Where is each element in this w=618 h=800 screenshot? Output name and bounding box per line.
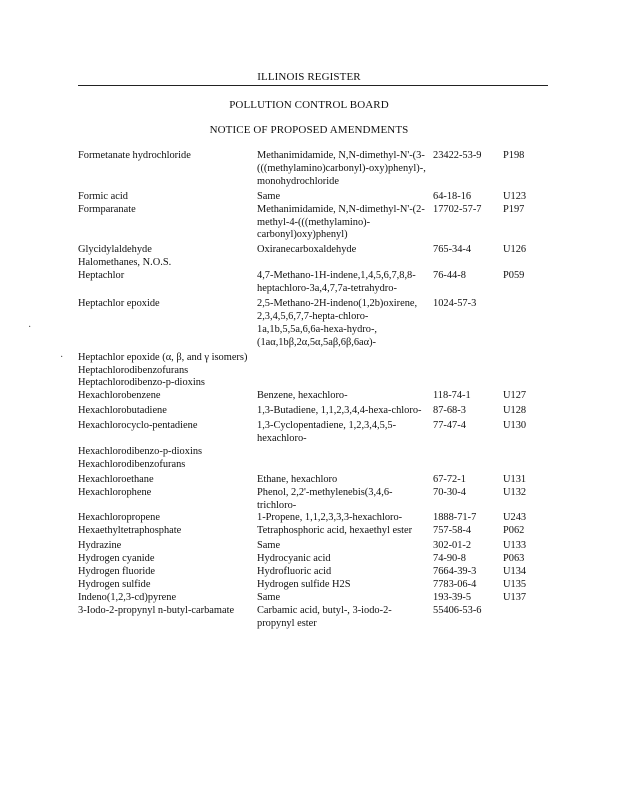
substance-name: Heptachlor epoxide (78, 297, 160, 309)
cas-number: 87-68-3 (433, 405, 466, 417)
waste-code: P059 (503, 270, 525, 282)
cas-number: 118-74-1 (433, 390, 471, 402)
cas-number (433, 365, 503, 378)
synonym: 1,3-Cyclopentadiene, 1,2,3,4,5,5-hexachloro- (257, 420, 397, 445)
waste-code: P062 (503, 525, 525, 537)
waste-code: U243 (503, 512, 527, 524)
substance-name: Hydrogen fluoride (78, 566, 156, 578)
synonym: Same (257, 540, 281, 552)
waste-code (503, 605, 543, 631)
waste-code: U127 (503, 390, 527, 402)
synonym: Hydrocyanic acid (257, 553, 331, 565)
register-title: ILLINOIS REGISTER (257, 71, 361, 83)
waste-code: U133 (503, 540, 527, 552)
waste-code: U123 (503, 190, 527, 202)
table-row (78, 270, 558, 296)
cas-number: 74-90-8 (433, 553, 466, 565)
table-row (78, 592, 558, 605)
cas-number: 765-34-4 (433, 244, 472, 256)
synonym: Tetraphosphoric acid, hexaethyl ester (257, 525, 413, 537)
cas-number: 67-72-1 (433, 473, 466, 485)
waste-code: P198 (503, 150, 525, 161)
table-row (78, 298, 558, 350)
table-row (78, 566, 558, 579)
cas-number (433, 352, 503, 365)
substance-name: Indeno(1,2,3-cd)pyrene (78, 591, 177, 603)
waste-code (503, 377, 543, 390)
waste-code (503, 365, 543, 378)
table-row (78, 204, 558, 243)
cas-number (433, 377, 503, 390)
substance-name: Formic acid (78, 190, 128, 202)
substance-name: Hexachlorocyclo-pentadiene (78, 420, 198, 432)
table-row (78, 512, 558, 525)
substance-name: Hydrogen sulfide (78, 579, 151, 590)
synonym: 4,7-Methano-1H-indene,1,4,5,6,7,8,8-heptachloro-3a,4,7,7a-tetrahydro- (257, 270, 416, 295)
synonym (257, 365, 433, 378)
synonym (257, 446, 433, 459)
table-row (78, 405, 558, 418)
substance-name: Hexachloroethane (78, 473, 154, 485)
substance-name: Hexachlorodibenzo-p-dioxins (78, 445, 203, 457)
synonym: Carbamic acid, butyl-, 3-iodo-2-propynyl ester (257, 604, 392, 629)
substance-name: Hexachlorobenzene (78, 390, 161, 402)
waste-code (503, 298, 543, 350)
table-row (78, 459, 558, 472)
table-row (78, 377, 558, 390)
cas-number: 64-18-16 (433, 190, 472, 202)
table-row (78, 525, 558, 538)
synonym: Methanimidamide, N,N-dimethyl-N'-(3-(((methylamino)carbonyl)-oxy)phenyl)-, monohydrochloride (257, 150, 426, 187)
cas-number: 7783-06-4 (433, 579, 477, 590)
substance-name: Glycidylaldehyde (78, 244, 152, 256)
substance-name: Formetanate hydrochloride (78, 150, 191, 161)
synonym: Methanimidamide, N,N-dimethyl-N'-(2-methyl-4-(((methylamino)-carbonyl)oxy)phenyl) (257, 203, 425, 241)
synonym (257, 377, 433, 390)
substance-name: 3-Iodo-2-propynyl n-butyl-carbamate (78, 604, 235, 616)
synonym: 1-Propene, 1,1,2,3,3,3-hexachloro- (257, 512, 403, 524)
substance-name: Hexaethyltetraphosphate (78, 525, 182, 537)
waste-code: U128 (503, 405, 527, 417)
synonym: Oxiranecarboxaldehyde (257, 244, 357, 256)
cas-number: 23422-53-9 (433, 150, 482, 161)
cas-number: 302-01-2 (433, 540, 472, 552)
hazardous-substance-table (78, 150, 558, 631)
waste-code (503, 446, 543, 459)
cas-number: 757-58-4 (433, 525, 472, 537)
synonym: Benzene, hexachloro- (257, 390, 348, 402)
waste-code (503, 459, 543, 472)
cas-number: 7664-39-3 (433, 566, 477, 578)
table-row (78, 244, 558, 257)
waste-code (503, 257, 543, 270)
cas-number: 1888-71-7 (433, 512, 477, 524)
cas-number (433, 257, 503, 270)
table-row (78, 553, 558, 566)
header-rule (78, 85, 548, 86)
waste-code: U132 (503, 486, 527, 498)
substance-name: Hexachlorodibenzofurans (78, 458, 186, 470)
table-row (78, 191, 558, 204)
synonym: Same (257, 190, 281, 202)
cas-number (433, 446, 503, 459)
substance-name: Heptachlorodibenzofurans (78, 364, 189, 376)
table-row (78, 352, 558, 365)
substance-name: Halomethanes, N.O.S. (78, 257, 172, 269)
board-title: POLLUTION CONTROL BOARD (229, 99, 389, 111)
table-row (78, 474, 558, 487)
cas-number: 17702-57-7 (433, 203, 482, 215)
synonym (257, 352, 433, 365)
table-row (78, 420, 558, 446)
cas-number (433, 459, 503, 472)
notice-title: NOTICE OF PROPOSED AMENDMENTS (209, 124, 409, 136)
substance-name: Hexachloropropene (78, 512, 160, 524)
margin-dot: · (28, 322, 32, 333)
waste-code: P063 (503, 553, 525, 565)
table-row (78, 605, 558, 631)
substance-name: Formparanate (78, 203, 136, 215)
table-row (78, 150, 558, 189)
table-row (78, 365, 558, 378)
margin-dot: · (60, 352, 64, 363)
waste-code: U131 (503, 473, 527, 485)
synonym: Hydrogen sulfide H2S (257, 579, 351, 590)
substance-name: Heptachlorodibenzo-p-dioxins (78, 377, 205, 389)
substance-name: Hexachlorobutadiene (78, 405, 167, 417)
cas-number: 193-39-5 (433, 591, 472, 603)
synonym: Same (257, 591, 281, 603)
synonym: Hydrofluoric acid (257, 566, 332, 578)
cas-number: 77-47-4 (433, 420, 466, 432)
synonym (257, 459, 433, 472)
substance-name: Heptachlor epoxide (α, β, and γ isomers) (78, 351, 248, 363)
waste-code: U137 (503, 591, 527, 603)
table-row (78, 257, 558, 270)
cas-number: 1024-57-3 (433, 297, 477, 309)
substance-name: Hydrogen cyanide (78, 553, 155, 565)
cas-number: 76-44-8 (433, 270, 466, 282)
table-row (78, 579, 558, 592)
substance-name: Hydrazine (78, 540, 122, 552)
synonym: 1,3-Butadiene, 1,1,2,3,4,4-hexa-chloro- (257, 405, 422, 417)
synonym: Phenol, 2,2'-methylenebis(3,4,6-trichloro- (257, 486, 393, 511)
synonym (257, 257, 433, 270)
waste-code: U126 (503, 244, 527, 256)
table-row (78, 540, 558, 553)
table-row (78, 446, 558, 459)
cas-number: 55406-53-6 (433, 604, 482, 616)
waste-code: U135 (503, 579, 527, 590)
table-row (78, 487, 558, 513)
synonym: Ethane, hexachloro (257, 473, 338, 485)
waste-code: U130 (503, 420, 527, 432)
substance-name: Hexachlorophene (78, 486, 152, 498)
synonym: 2,5-Methano-2H-indeno(1,2b)oxirene, 2,3,4,5,6,7,7-hepta-chloro-1a,1b,5,5a,6,6a-hexa-hydro-, (1aα,1bβ,2α,5α,5aβ,6β,6aα)- (257, 297, 418, 348)
waste-code (503, 352, 543, 365)
cas-number: 70-30-4 (433, 486, 466, 498)
table-row (78, 390, 558, 403)
waste-code: U134 (503, 566, 527, 578)
waste-code: P197 (503, 203, 525, 215)
substance-name: Heptachlor (78, 270, 125, 282)
